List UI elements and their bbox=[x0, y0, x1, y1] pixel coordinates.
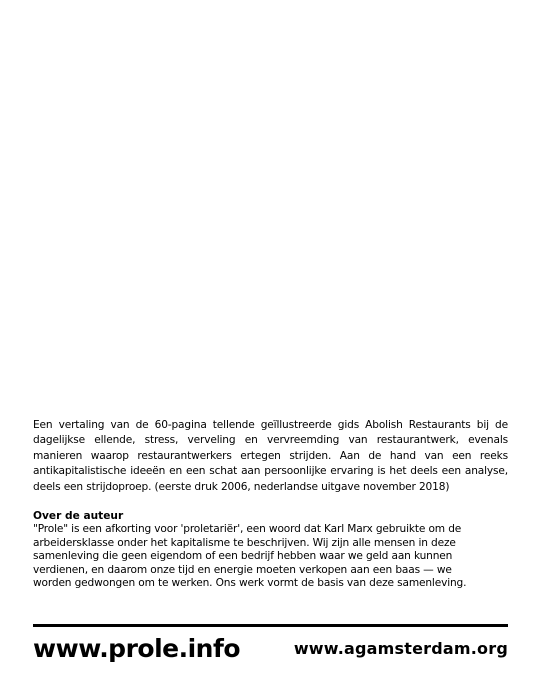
text-block bbox=[33, 418, 508, 591]
prole-website-link[interactable]: www.prole.info bbox=[33, 633, 241, 663]
agamsterdam-website-link[interactable]: www.agamsterdam.org bbox=[293, 638, 508, 658]
author-description: "Prole" is een afkorting voor 'proletariër', een woord dat Karl Marx gebruikte om de arbeidersklasse onder het kapitalisme te beschrijven. Wij zijn alle mensen in deze samenleving die geen eigendom of een bedrijf hebben waar we geld aan kunnen verdienen, en daarom onze tijd en energie moeten verkopen aan een baas — we worden gedwongen om te werken. Ons werk vormt de basis van deze samenleving. bbox=[33, 523, 467, 590]
footer bbox=[33, 631, 508, 665]
author-heading: Over de auteur bbox=[33, 510, 124, 523]
book-description: Een vertaling van de 60-pagina tellende geïllustreerde gids Abolish Restaurants bij de dagelijkse ellende, stress, verveling en vervreemding van restaurantwerk, evenals manieren waarop restaurantwerkers ertegen strijden. Aan de hand van een reeks antikapitalistische ideeën en een schat aan persoonlijke ervaring is het deels een analyse, deels een strijdoproep. (eerste druk 2006, nederlandse uitgave november 2018) bbox=[33, 419, 508, 493]
footer-divider bbox=[33, 624, 508, 627]
